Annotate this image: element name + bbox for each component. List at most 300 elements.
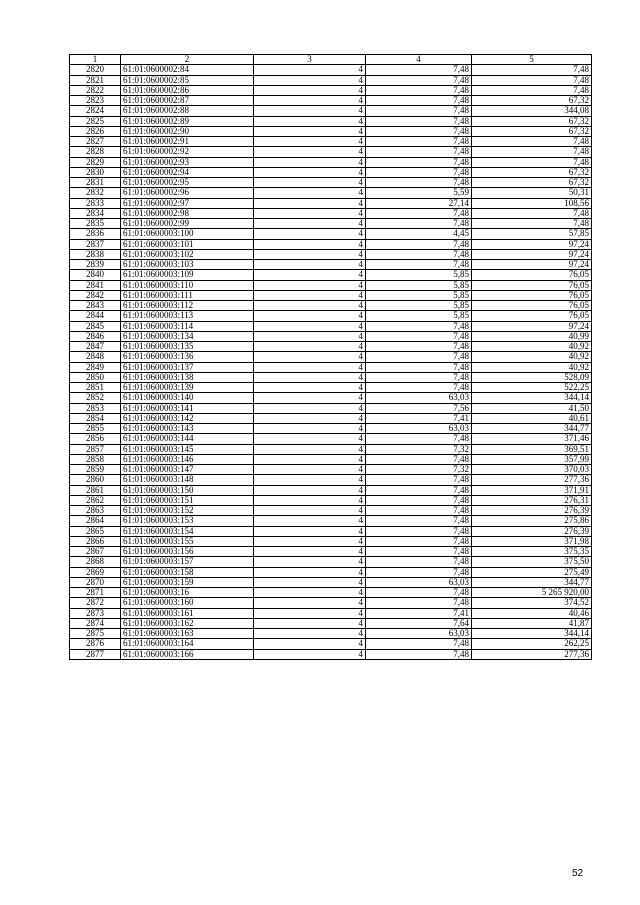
table-row bbox=[70, 608, 592, 618]
cadastral-number-cell: 61:01:0600002:91 bbox=[121, 137, 254, 147]
cadastral-number-cell: 61:01:0600002:94 bbox=[121, 167, 254, 177]
column-4-cell: 4,45 bbox=[366, 229, 472, 239]
table-row bbox=[70, 167, 592, 177]
cadastral-number-cell: 61:01:0600002:85 bbox=[121, 75, 254, 85]
cadastral-number-cell: 61:01:0600003:162 bbox=[121, 618, 254, 628]
column-4-cell: 5,85 bbox=[366, 290, 472, 300]
column-3-cell: 4 bbox=[254, 424, 366, 434]
row-number-cell: 2866 bbox=[70, 536, 121, 546]
column-4-cell: 7,48 bbox=[366, 208, 472, 218]
column-3-cell: 4 bbox=[254, 290, 366, 300]
table-row bbox=[70, 598, 592, 608]
table-row bbox=[70, 424, 592, 434]
column-3-cell: 4 bbox=[254, 608, 366, 618]
column-3-cell: 4 bbox=[254, 588, 366, 598]
column-4-cell: 7,41 bbox=[366, 413, 472, 423]
column-4-cell: 7,48 bbox=[366, 526, 472, 536]
column-5-cell: 67,32 bbox=[472, 178, 592, 188]
row-number-cell: 2854 bbox=[70, 413, 121, 423]
column-5-cell: 7,48 bbox=[472, 147, 592, 157]
column-3-cell: 4 bbox=[254, 301, 366, 311]
column-4-cell: 7,48 bbox=[366, 331, 472, 341]
column-3-cell: 4 bbox=[254, 65, 366, 75]
column-3-cell: 4 bbox=[254, 383, 366, 393]
column-4-cell: 7,48 bbox=[366, 219, 472, 229]
row-number-cell: 2856 bbox=[70, 434, 121, 444]
column-3-cell: 4 bbox=[254, 557, 366, 567]
column-3-cell: 4 bbox=[254, 629, 366, 639]
cadastral-number-cell: 61:01:0600003:142 bbox=[121, 413, 254, 423]
row-number-cell: 2823 bbox=[70, 96, 121, 106]
column-3-cell: 4 bbox=[254, 577, 366, 587]
cadastral-number-cell: 61:01:0600003:113 bbox=[121, 311, 254, 321]
column-3-cell: 4 bbox=[254, 188, 366, 198]
cadastral-number-cell: 61:01:0600003:164 bbox=[121, 639, 254, 649]
column-4-cell: 5,85 bbox=[366, 280, 472, 290]
column-5-cell: 41,87 bbox=[472, 618, 592, 628]
table-row bbox=[70, 301, 592, 311]
column-4-cell: 7,48 bbox=[366, 372, 472, 382]
table-row bbox=[70, 270, 592, 280]
column-5-cell: 76,05 bbox=[472, 270, 592, 280]
column-5-cell: 276,39 bbox=[472, 506, 592, 516]
column-5-cell: 76,05 bbox=[472, 301, 592, 311]
cadastral-number-cell: 61:01:0600003:137 bbox=[121, 362, 254, 372]
column-3-cell: 4 bbox=[254, 208, 366, 218]
row-number-cell: 2874 bbox=[70, 618, 121, 628]
row-number-cell: 2853 bbox=[70, 403, 121, 413]
data-table bbox=[69, 54, 592, 660]
row-number-cell: 2827 bbox=[70, 137, 121, 147]
column-5-cell: 57,85 bbox=[472, 229, 592, 239]
table-row bbox=[70, 362, 592, 372]
column-4-cell: 5,85 bbox=[366, 311, 472, 321]
column-4-cell: 5,85 bbox=[366, 270, 472, 280]
table-row bbox=[70, 413, 592, 423]
cadastral-number-cell: 61:01:0600003:144 bbox=[121, 434, 254, 444]
column-3-cell: 4 bbox=[254, 270, 366, 280]
column-3-cell: 4 bbox=[254, 649, 366, 659]
column-4-cell: 7,48 bbox=[366, 547, 472, 557]
row-number-cell: 2844 bbox=[70, 311, 121, 321]
column-4-cell: 7,48 bbox=[366, 495, 472, 505]
table-row bbox=[70, 475, 592, 485]
cadastral-number-cell: 61:01:0600003:141 bbox=[121, 403, 254, 413]
column-5-cell: 50,31 bbox=[472, 188, 592, 198]
table-row bbox=[70, 342, 592, 352]
cadastral-number-cell: 61:01:0600003:112 bbox=[121, 301, 254, 311]
column-5-cell: 375,35 bbox=[472, 547, 592, 557]
cadastral-number-cell: 61:01:0600002:92 bbox=[121, 147, 254, 157]
column-5-cell: 97,24 bbox=[472, 260, 592, 270]
cadastral-number-cell: 61:01:0600003:103 bbox=[121, 260, 254, 270]
table-row bbox=[70, 588, 592, 598]
table-row bbox=[70, 126, 592, 136]
cadastral-number-cell: 61:01:0600003:102 bbox=[121, 249, 254, 259]
cadastral-number-cell: 61:01:0600003:100 bbox=[121, 229, 254, 239]
cadastral-number-cell: 61:01:0600003:147 bbox=[121, 465, 254, 475]
row-number-cell: 2872 bbox=[70, 598, 121, 608]
column-4-cell: 7,48 bbox=[366, 383, 472, 393]
column-4-cell: 7,48 bbox=[366, 260, 472, 270]
column-4-cell: 7,48 bbox=[366, 147, 472, 157]
column-5-cell: 7,48 bbox=[472, 85, 592, 95]
table-row bbox=[70, 116, 592, 126]
column-5-cell: 275,86 bbox=[472, 516, 592, 526]
column-5-cell: 369,51 bbox=[472, 444, 592, 454]
table-row bbox=[70, 147, 592, 157]
row-number-cell: 2852 bbox=[70, 393, 121, 403]
column-4-cell: 7,48 bbox=[366, 588, 472, 598]
table-row bbox=[70, 444, 592, 454]
column-5-cell: 76,05 bbox=[472, 280, 592, 290]
column-5-cell: 370,03 bbox=[472, 465, 592, 475]
column-5-cell: 275,49 bbox=[472, 567, 592, 577]
column-5-cell: 40,92 bbox=[472, 352, 592, 362]
row-number-cell: 2832 bbox=[70, 188, 121, 198]
column-3-cell: 4 bbox=[254, 157, 366, 167]
column-3-cell: 4 bbox=[254, 106, 366, 116]
column-4-cell: 7,48 bbox=[366, 516, 472, 526]
column-4-cell: 7,48 bbox=[366, 116, 472, 126]
column-3-cell: 4 bbox=[254, 536, 366, 546]
row-number-cell: 2861 bbox=[70, 485, 121, 495]
table-row bbox=[70, 290, 592, 300]
column-3-cell: 4 bbox=[254, 75, 366, 85]
row-number-cell: 2836 bbox=[70, 229, 121, 239]
row-number-cell: 2876 bbox=[70, 639, 121, 649]
cadastral-number-cell: 61:01:0600003:138 bbox=[121, 372, 254, 382]
table-row bbox=[70, 331, 592, 341]
column-3-cell: 4 bbox=[254, 393, 366, 403]
column-3-cell: 4 bbox=[254, 465, 366, 475]
row-number-cell: 2820 bbox=[70, 65, 121, 75]
column-5-cell: 357,99 bbox=[472, 454, 592, 464]
cadastral-number-cell: 61:01:0600002:96 bbox=[121, 188, 254, 198]
row-number-cell: 2855 bbox=[70, 424, 121, 434]
column-4-cell: 7,48 bbox=[366, 342, 472, 352]
row-number-cell: 2825 bbox=[70, 116, 121, 126]
row-number-cell: 2864 bbox=[70, 516, 121, 526]
table-row bbox=[70, 321, 592, 331]
column-4-cell: 7,48 bbox=[366, 454, 472, 464]
column-4-cell: 63,03 bbox=[366, 629, 472, 639]
cadastral-number-cell: 61:01:0600003:163 bbox=[121, 629, 254, 639]
column-3-cell: 4 bbox=[254, 547, 366, 557]
column-5-cell: 371,46 bbox=[472, 434, 592, 444]
cadastral-number-cell: 61:01:0600003:146 bbox=[121, 454, 254, 464]
table-row bbox=[70, 157, 592, 167]
column-4-cell: 27,14 bbox=[366, 198, 472, 208]
column-3-cell: 4 bbox=[254, 116, 366, 126]
column-3-cell: 4 bbox=[254, 167, 366, 177]
row-number-cell: 2837 bbox=[70, 239, 121, 249]
cadastral-number-cell: 61:01:0600002:98 bbox=[121, 208, 254, 218]
row-number-cell: 2849 bbox=[70, 362, 121, 372]
column-3-cell: 4 bbox=[254, 506, 366, 516]
column-4-cell: 7,41 bbox=[366, 608, 472, 618]
column-5-cell: 40,99 bbox=[472, 331, 592, 341]
cadastral-number-cell: 61:01:0600003:156 bbox=[121, 547, 254, 557]
row-number-cell: 2840 bbox=[70, 270, 121, 280]
cadastral-number-cell: 61:01:0600003:145 bbox=[121, 444, 254, 454]
column-3-cell: 4 bbox=[254, 434, 366, 444]
column-header: 5 bbox=[472, 55, 592, 65]
row-number-cell: 2868 bbox=[70, 557, 121, 567]
column-4-cell: 7,48 bbox=[366, 85, 472, 95]
column-5-cell: 76,05 bbox=[472, 290, 592, 300]
column-3-cell: 4 bbox=[254, 126, 366, 136]
table-row bbox=[70, 485, 592, 495]
cadastral-number-cell: 61:01:0600002:99 bbox=[121, 219, 254, 229]
column-5-cell: 7,48 bbox=[472, 75, 592, 85]
table-row bbox=[70, 96, 592, 106]
column-5-cell: 97,24 bbox=[472, 321, 592, 331]
column-header: 1 bbox=[70, 55, 121, 65]
column-5-cell: 7,48 bbox=[472, 65, 592, 75]
cadastral-number-cell: 61:01:0600003:150 bbox=[121, 485, 254, 495]
column-5-cell: 344,14 bbox=[472, 393, 592, 403]
cadastral-number-cell: 61:01:0600002:90 bbox=[121, 126, 254, 136]
column-4-cell: 7,48 bbox=[366, 106, 472, 116]
column-3-cell: 4 bbox=[254, 321, 366, 331]
cadastral-number-cell: 61:01:0600003:152 bbox=[121, 506, 254, 516]
column-5-cell: 277,36 bbox=[472, 649, 592, 659]
row-number-cell: 2871 bbox=[70, 588, 121, 598]
column-5-cell: 371,98 bbox=[472, 536, 592, 546]
cadastral-number-cell: 61:01:0600003:139 bbox=[121, 383, 254, 393]
column-5-cell: 344,77 bbox=[472, 424, 592, 434]
table-row bbox=[70, 260, 592, 270]
column-5-cell: 7,48 bbox=[472, 157, 592, 167]
column-5-cell: 67,32 bbox=[472, 96, 592, 106]
table-row bbox=[70, 229, 592, 239]
column-5-cell: 344,08 bbox=[472, 106, 592, 116]
cadastral-number-cell: 61:01:0600003:136 bbox=[121, 352, 254, 362]
cadastral-number-cell: 61:01:0600003:111 bbox=[121, 290, 254, 300]
column-3-cell: 4 bbox=[254, 372, 366, 382]
row-number-cell: 2858 bbox=[70, 454, 121, 464]
table-row bbox=[70, 106, 592, 116]
column-5-cell: 276,31 bbox=[472, 495, 592, 505]
column-4-cell: 7,48 bbox=[366, 567, 472, 577]
row-number-cell: 2875 bbox=[70, 629, 121, 639]
cadastral-number-cell: 61:01:0600003:101 bbox=[121, 239, 254, 249]
table-row bbox=[70, 137, 592, 147]
column-5-cell: 371,91 bbox=[472, 485, 592, 495]
column-5-cell: 97,24 bbox=[472, 249, 592, 259]
column-3-cell: 4 bbox=[254, 352, 366, 362]
table-row bbox=[70, 178, 592, 188]
column-4-cell: 63,03 bbox=[366, 577, 472, 587]
column-5-cell: 522,25 bbox=[472, 383, 592, 393]
column-4-cell: 7,48 bbox=[366, 157, 472, 167]
table-row bbox=[70, 393, 592, 403]
table-row bbox=[70, 629, 592, 639]
column-4-cell: 7,48 bbox=[366, 126, 472, 136]
table-row bbox=[70, 65, 592, 75]
row-number-cell: 2862 bbox=[70, 495, 121, 505]
column-3-cell: 4 bbox=[254, 178, 366, 188]
cadastral-number-cell: 61:01:0600003:153 bbox=[121, 516, 254, 526]
table-row bbox=[70, 454, 592, 464]
column-4-cell: 63,03 bbox=[366, 424, 472, 434]
table-row bbox=[70, 567, 592, 577]
column-4-cell: 7,48 bbox=[366, 137, 472, 147]
cadastral-number-cell: 61:01:0600003:134 bbox=[121, 331, 254, 341]
column-3-cell: 4 bbox=[254, 137, 366, 147]
table-row bbox=[70, 516, 592, 526]
column-4-cell: 7,48 bbox=[366, 352, 472, 362]
table-row bbox=[70, 536, 592, 546]
column-3-cell: 4 bbox=[254, 239, 366, 249]
row-number-cell: 2829 bbox=[70, 157, 121, 167]
column-5-cell: 7,48 bbox=[472, 137, 592, 147]
row-number-cell: 2830 bbox=[70, 167, 121, 177]
table-row bbox=[70, 403, 592, 413]
cadastral-number-cell: 61:01:0600002:89 bbox=[121, 116, 254, 126]
column-5-cell: 40,46 bbox=[472, 608, 592, 618]
table-row bbox=[70, 208, 592, 218]
table-row bbox=[70, 352, 592, 362]
row-number-cell: 2859 bbox=[70, 465, 121, 475]
row-number-cell: 2831 bbox=[70, 178, 121, 188]
column-5-cell: 344,14 bbox=[472, 629, 592, 639]
row-number-cell: 2834 bbox=[70, 208, 121, 218]
row-number-cell: 2843 bbox=[70, 301, 121, 311]
table-row bbox=[70, 547, 592, 557]
column-5-cell: 97,24 bbox=[472, 239, 592, 249]
column-3-cell: 4 bbox=[254, 475, 366, 485]
row-number-cell: 2870 bbox=[70, 577, 121, 587]
cadastral-number-cell: 61:01:0600003:16 bbox=[121, 588, 254, 598]
column-3-cell: 4 bbox=[254, 362, 366, 372]
cadastral-number-cell: 61:01:0600003:166 bbox=[121, 649, 254, 659]
column-5-cell: 344,77 bbox=[472, 577, 592, 587]
row-number-cell: 2845 bbox=[70, 321, 121, 331]
table-row bbox=[70, 311, 592, 321]
cadastral-number-cell: 61:01:0600003:158 bbox=[121, 567, 254, 577]
table-row bbox=[70, 198, 592, 208]
column-3-cell: 4 bbox=[254, 454, 366, 464]
table-row bbox=[70, 280, 592, 290]
row-number-cell: 2841 bbox=[70, 280, 121, 290]
column-5-cell: 40,61 bbox=[472, 413, 592, 423]
table-row bbox=[70, 495, 592, 505]
column-3-cell: 4 bbox=[254, 403, 366, 413]
table-row bbox=[70, 85, 592, 95]
column-4-cell: 7,48 bbox=[366, 506, 472, 516]
column-3-cell: 4 bbox=[254, 198, 366, 208]
cadastral-number-cell: 61:01:0600003:155 bbox=[121, 536, 254, 546]
cadastral-number-cell: 61:01:0600003:159 bbox=[121, 577, 254, 587]
column-4-cell: 7,48 bbox=[366, 75, 472, 85]
table-row bbox=[70, 75, 592, 85]
column-5-cell: 40,92 bbox=[472, 342, 592, 352]
column-4-cell: 7,48 bbox=[366, 475, 472, 485]
column-3-cell: 4 bbox=[254, 495, 366, 505]
row-number-cell: 2873 bbox=[70, 608, 121, 618]
cadastral-number-cell: 61:01:0600003:157 bbox=[121, 557, 254, 567]
cadastral-number-cell: 61:01:0600002:97 bbox=[121, 198, 254, 208]
column-4-cell: 7,48 bbox=[366, 321, 472, 331]
column-5-cell: 374,52 bbox=[472, 598, 592, 608]
cadastral-number-cell: 61:01:0600003:148 bbox=[121, 475, 254, 485]
column-3-cell: 4 bbox=[254, 260, 366, 270]
column-3-cell: 4 bbox=[254, 229, 366, 239]
cadastral-number-cell: 61:01:0600003:135 bbox=[121, 342, 254, 352]
row-number-cell: 2877 bbox=[70, 649, 121, 659]
table-row bbox=[70, 557, 592, 567]
row-number-cell: 2857 bbox=[70, 444, 121, 454]
cadastral-number-cell: 61:01:0600003:161 bbox=[121, 608, 254, 618]
column-4-cell: 7,48 bbox=[366, 536, 472, 546]
table-row bbox=[70, 639, 592, 649]
row-number-cell: 2850 bbox=[70, 372, 121, 382]
column-5-cell: 528,09 bbox=[472, 372, 592, 382]
column-4-cell: 5,59 bbox=[366, 188, 472, 198]
cadastral-number-cell: 61:01:0600002:95 bbox=[121, 178, 254, 188]
row-number-cell: 2833 bbox=[70, 198, 121, 208]
column-4-cell: 7,56 bbox=[366, 403, 472, 413]
row-number-cell: 2824 bbox=[70, 106, 121, 116]
cadastral-number-cell: 61:01:0600002:93 bbox=[121, 157, 254, 167]
table-row bbox=[70, 465, 592, 475]
cadastral-number-cell: 61:01:0600002:87 bbox=[121, 96, 254, 106]
cadastral-number-cell: 61:01:0600003:151 bbox=[121, 495, 254, 505]
cadastral-number-cell: 61:01:0600003:140 bbox=[121, 393, 254, 403]
table-row bbox=[70, 506, 592, 516]
row-number-cell: 2821 bbox=[70, 75, 121, 85]
row-number-cell: 2865 bbox=[70, 526, 121, 536]
column-4-cell: 7,48 bbox=[366, 96, 472, 106]
table-row bbox=[70, 188, 592, 198]
column-3-cell: 4 bbox=[254, 444, 366, 454]
column-4-cell: 7,48 bbox=[366, 557, 472, 567]
cadastral-number-cell: 61:01:0600003:109 bbox=[121, 270, 254, 280]
table-row bbox=[70, 219, 592, 229]
column-5-cell: 276,39 bbox=[472, 526, 592, 536]
column-3-cell: 4 bbox=[254, 639, 366, 649]
column-5-cell: 67,32 bbox=[472, 167, 592, 177]
table-body bbox=[70, 65, 592, 660]
column-5-cell: 67,32 bbox=[472, 116, 592, 126]
column-3-cell: 4 bbox=[254, 85, 366, 95]
column-3-cell: 4 bbox=[254, 280, 366, 290]
column-5-cell: 108,56 bbox=[472, 198, 592, 208]
row-number-cell: 2828 bbox=[70, 147, 121, 157]
table-row bbox=[70, 372, 592, 382]
cadastral-number-cell: 61:01:0600002:88 bbox=[121, 106, 254, 116]
column-3-cell: 4 bbox=[254, 526, 366, 536]
column-4-cell: 7,48 bbox=[366, 239, 472, 249]
column-4-cell: 7,32 bbox=[366, 465, 472, 475]
page-number: 52 bbox=[572, 868, 584, 879]
header-row bbox=[70, 55, 592, 65]
column-3-cell: 4 bbox=[254, 96, 366, 106]
row-number-cell: 2839 bbox=[70, 260, 121, 270]
row-number-cell: 2842 bbox=[70, 290, 121, 300]
row-number-cell: 2869 bbox=[70, 567, 121, 577]
table-row bbox=[70, 239, 592, 249]
column-3-cell: 4 bbox=[254, 516, 366, 526]
cadastral-number-cell: 61:01:0600003:114 bbox=[121, 321, 254, 331]
column-4-cell: 7,48 bbox=[366, 598, 472, 608]
column-4-cell: 7,48 bbox=[366, 178, 472, 188]
column-3-cell: 4 bbox=[254, 598, 366, 608]
row-number-cell: 2838 bbox=[70, 249, 121, 259]
column-header: 3 bbox=[254, 55, 366, 65]
